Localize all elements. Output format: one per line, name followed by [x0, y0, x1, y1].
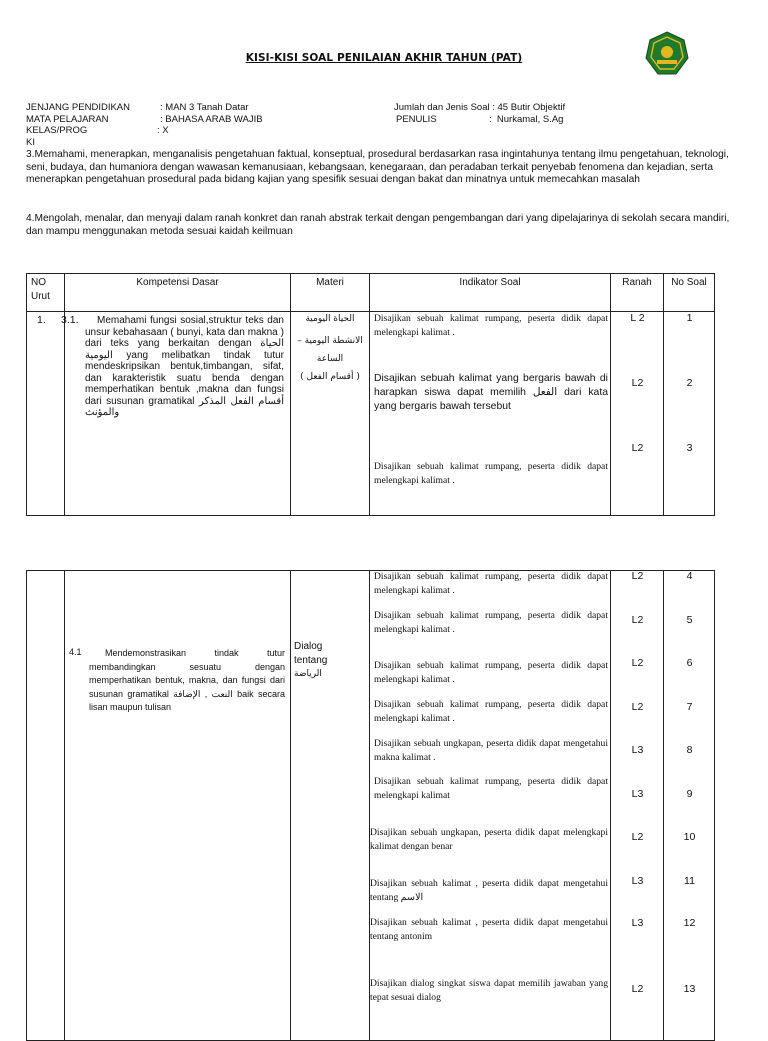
document-title: KISI-KISI SOAL PENILAIAN AKHIR TAHUN (PAT) [245, 52, 523, 64]
indikator-item: Disajikan sebuah kalimat rumpang, peserta didik dapat melengkapi kalimat [374, 776, 608, 801]
no-soal: 11 [684, 875, 695, 887]
no-soal: 1 [686, 312, 693, 324]
no-soal: 13 [683, 983, 696, 995]
header-no-urut: NO Urut [27, 274, 65, 312]
indikator-item: Disajikan sebuah kalimat yang bergaris bawah di harapkan siswa dapat memilih الفعل dari kata yang bergaris bawah tersebut [374, 373, 608, 412]
jenjang-label: JENJANG PENDIDIKAN [26, 102, 130, 113]
ranah-value: L2 [631, 701, 644, 713]
indikator-item: Disajikan sebuah kalimat rumpang, peserta didik dapat melengkapi kalimat . [374, 571, 608, 596]
header-ranah: Ranah [611, 274, 664, 312]
no-soal: 5 [686, 614, 693, 626]
kisi-table-1 [26, 273, 715, 516]
table-row [27, 571, 715, 1041]
materi-text: Dialog tentang [294, 641, 328, 666]
no-soal: 2 [686, 377, 693, 389]
materi-3: ( أقسام الفعل ) [300, 372, 360, 382]
no-soal: 4 [686, 570, 693, 582]
indikator-item: Disajikan sebuah kalimat rumpang, peserta didik dapat melengkapi kalimat . [374, 313, 608, 338]
indikator-item: Disajikan sebuah kalimat , peserta didik dapat mengetahui tentang الاسم [370, 878, 608, 903]
kelas-value: : X [157, 125, 169, 136]
kelas-label: KELAS/PROG [26, 125, 88, 136]
ki-label: KI [26, 137, 35, 148]
ranah-value: L3 [631, 875, 644, 887]
materi-1: الحياة اليومية [305, 314, 355, 324]
no-soal: 12 [683, 917, 696, 929]
indikator-item: Disajikan sebuah ungkapan, peserta didik dapat mengetahui makna kalimat . [374, 738, 608, 763]
ranah-value: L3 [631, 788, 644, 800]
ranah-value: L2 [631, 377, 644, 389]
ranah-value: L2 [631, 831, 644, 843]
kd-number: 3.1. [61, 314, 79, 326]
indikator-item: Disajikan sebuah kalimat rumpang, peserta didik dapat melengkapi kalimat . [374, 660, 608, 685]
penulis-value: : Nurkamal, S.Ag [489, 114, 564, 125]
indikator-item: Disajikan dialog singkat siswa dapat memilih jawaban yang tepat sesuai dialog [370, 978, 608, 1003]
kd-text: Memahami fungsi sosial,struktur teks dan unsur kebahasaan ( bunyi, kata dan makna ) dari teks yang berkaitan dengan الحياة اليومية yang melibatkan tindak tutur mendeskripsikan bentuk,timbangan, sifat, dan karakteristik suatu benda dengan memperhatikan bentuk ,makna dan fungsi dari susunan gramatikal أقسام الفعل المذكر والمؤنث [85, 315, 284, 418]
mapel-label: MATA PELAJARAN [26, 114, 109, 125]
mapel-value: : BAHASA ARAB WAJIB [160, 114, 263, 125]
table-row [27, 312, 715, 516]
ranah-value: L3 [631, 917, 644, 929]
ranah-value: L3 [631, 744, 644, 756]
no-soal: 3 [686, 442, 693, 454]
indikator-item: Disajikan sebuah kalimat rumpang, peserta didik dapat melengkapi kalimat . [374, 461, 608, 486]
no-soal: 10 [683, 831, 696, 843]
materi-arabic: الرياضة [294, 669, 322, 679]
ki3-text: 3.Memahami, menerapkan, menganalisis pengetahuan faktual, konseptual, prosedural berdasarkan rasa ingintahunya tentang ilmu pengetahuan, teknologi, seni, budaya, dan humaniora dengan wawasan kemanusiaan, kebangsaan, kenegaraan, dan peradaban terkait penyebab fenomena dan kejadian, serta menerapkan pengetahuan prosedural pada bidang kajian yang spesifik sesuai dengan bakat dan minatnya untuk memecahkan masalah [26, 149, 729, 185]
header-indikator: Indikator Soal [370, 274, 611, 312]
ranah-value: L2 [631, 570, 644, 582]
indikator-item: Disajikan sebuah ungkapan, peserta didik dapat melengkapi kalimat dengan benar [370, 827, 608, 852]
jenjang-value: : MAN 3 Tanah Datar [160, 102, 249, 113]
header-materi: Materi [291, 274, 370, 312]
kemenag-logo-icon [643, 30, 691, 78]
ranah-value: L2 [631, 442, 644, 454]
kd-number: 4.1 [69, 647, 82, 657]
penulis-label: PENULIS [396, 114, 437, 125]
indikator-item: Disajikan sebuah kalimat , peserta didik dapat mengetahui tentang antonim [370, 917, 608, 942]
kisi-table-2 [26, 570, 715, 1041]
no-soal: 7 [686, 701, 693, 713]
materi-2: الانشطة اليومية –الساعة [297, 336, 363, 364]
header-kompetensi-dasar: Kompetensi Dasar [65, 274, 291, 312]
ki4-text: 4.Mengolah, menalar, dan menyaji dalam ranah konkret dan ranah abstrak terkait dengan pengembangan dari yang dipelajarinya di sekolah secara mandiri, dan mampu menggunakan metoda sesuai kaidah keilmuan [26, 213, 730, 237]
ranah-value: L2 [631, 983, 644, 995]
kd-text: Mendemonstrasikan tindak tutur membandingkan sesuatu dengan memperhatikan bentuk, makna, dan fungsi dari susunan gramatikal النعت , الإضافة baik secara lisan maupun tulisan [89, 648, 285, 712]
indikator-item: Disajikan sebuah kalimat rumpang, peserta didik dapat melengkapi kalimat . [374, 699, 608, 724]
ranah-value: L2 [631, 614, 644, 626]
no-soal: 8 [686, 744, 693, 756]
indikator-item: Disajikan sebuah kalimat rumpang, peserta didik dapat melengkapi kalimat . [374, 610, 608, 635]
jumlah-soal: Jumlah dan Jenis Soal : 45 Butir Objektif [394, 102, 566, 113]
ranah-value: L 2 [630, 312, 645, 324]
no-soal: 9 [686, 788, 693, 800]
ranah-value: L2 [631, 657, 644, 669]
row-no: 1. [37, 314, 46, 326]
no-soal: 6 [686, 657, 693, 669]
header-no-soal: No Soal [664, 274, 715, 312]
